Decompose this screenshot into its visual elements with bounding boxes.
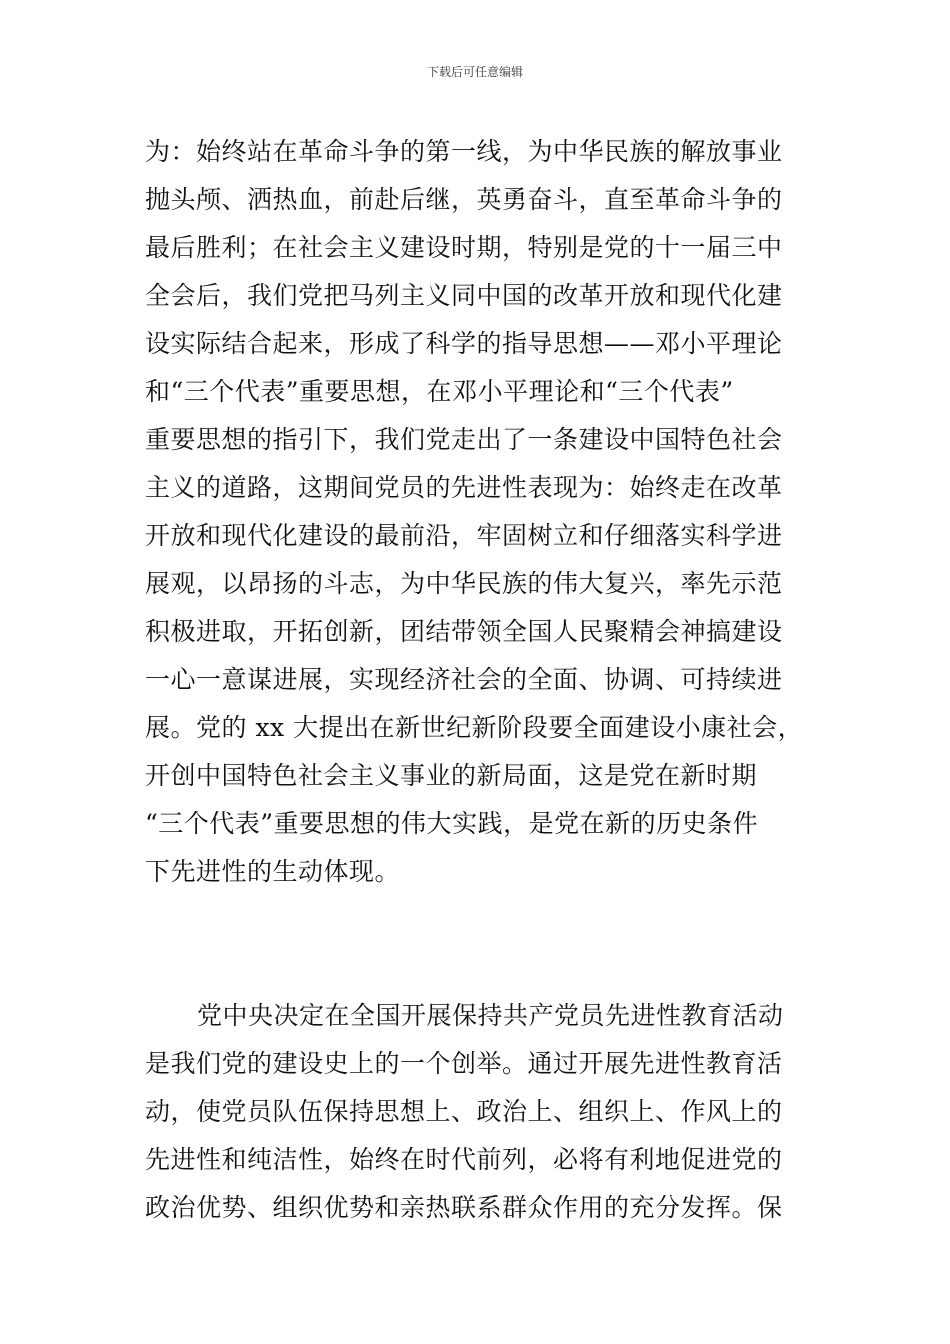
text-line: 积极进取，开拓创新，团结带领全国人民聚精会神搞建设 [145, 617, 783, 646]
text-line: 为：始终站在革命斗争的第一线，为中华民族的解放事业 [145, 137, 783, 166]
text-line: 先进性和纯洁性，始终在时代前列，必将有利地促进党的 [145, 1145, 783, 1174]
text-line: 是我们党的建设史上的一个创举。通过开展先进性教育活 [145, 1049, 783, 1078]
text-line: 开放和现代化建设的最前沿，牢固树立和仔细落实科学进 [145, 521, 783, 550]
text-line: 展观，以昂扬的斗志，为中华民族的伟大复兴，率先示范 [145, 569, 783, 598]
paragraph-2 [145, 992, 815, 1232]
text-line: 动，使党员队伍保持思想上、政治上、组织上、作风上的 [145, 1097, 783, 1126]
text-line: 下先进性的生动体现。 [145, 857, 401, 886]
text-line: 和“三个代表”重要思想，在邓小平理论和“三个代表” [145, 377, 734, 406]
text-line: 全会后，我们党把马列主义同中国的改革开放和现代化建 [145, 281, 783, 310]
text-line: 最后胜利；在社会主义建设时期，特别是党的十一届三中 [145, 233, 783, 262]
text-line: 政治优势、组织优势和亲热联系群众作用的充分发挥。保 [145, 1193, 783, 1222]
text-line: 开创中国特色社会主义事业的新局面，这是党在新时期 [145, 761, 758, 790]
text-line: 一心一意谋进展，实现经济社会的全面、协调、可持续进 [145, 665, 783, 694]
document-body [145, 128, 815, 1232]
text-line: 党中央决定在全国开展保持共产党员先进性教育活动 [197, 1001, 784, 1030]
paragraph-spacer [145, 896, 815, 992]
page-header: 下载后可任意编辑 [426, 65, 523, 79]
text-line: 抛头颅、洒热血，前赴后继，英勇奋斗，直至革命斗争的 [145, 185, 783, 214]
text-line: “三个代表”重要思想的伟大实践，是党在新的历史条件 [145, 809, 759, 838]
text-line: 设实际结合起来，形成了科学的指导思想——邓小平理论 [145, 329, 783, 358]
text-line: 重要思想的指引下，我们党走出了一条建设中国特色社会 [145, 425, 783, 454]
text-line: 主义的道路，这期间党员的先进性表现为：始终走在改革 [145, 473, 783, 502]
paragraph-1 [145, 128, 815, 896]
text-line: 展。党的 xx 大提出在新世纪新阶段要全面建设小康社会， [145, 713, 804, 742]
